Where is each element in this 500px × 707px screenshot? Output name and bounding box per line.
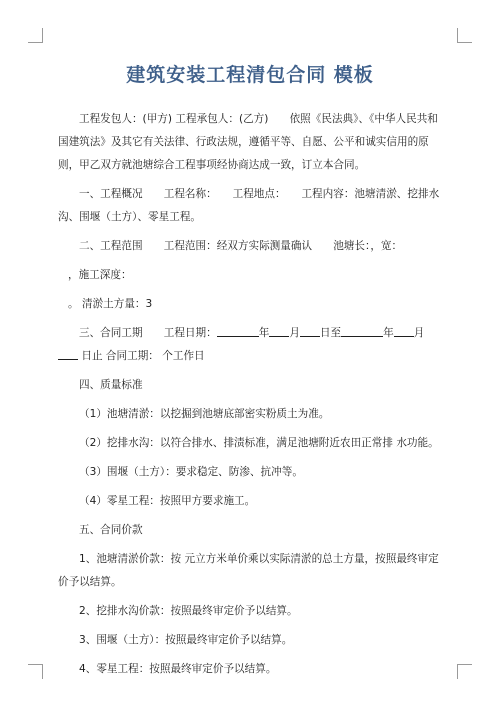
blank-end-year: [341, 324, 383, 337]
price-item-2: 2、挖排水沟价款：按照最终审定价予以结算。: [79, 605, 298, 617]
paragraph-depth: ，施工深度：: [68, 269, 132, 281]
paragraph-contract-period: [58, 322, 442, 368]
blank-start-day: [300, 324, 320, 337]
section-contract-price: 五、合同价款: [79, 524, 143, 536]
crop-mark-bottom-right: [457, 664, 472, 679]
quality-item-2: （2）挖排水沟：以符合排水、排渍标准，满足池塘附近农田正常排 水功能。: [79, 437, 439, 449]
section-quality-standard: 四、质量标准: [79, 379, 143, 391]
month-label-2: 月: [413, 327, 425, 339]
crop-mark-top-right: [457, 28, 472, 43]
paragraph-project-overview: 一、工程概况 工程名称： 工程地点： 工程内容：池塘清淤、挖排水沟、围堰（土方）、零星工程。: [58, 188, 440, 223]
document-title: 建筑安装工程清包合同 模板: [126, 64, 374, 86]
blank-start-year: [217, 324, 259, 337]
blank-end-day: [58, 347, 78, 360]
year-label-1: 年: [258, 327, 270, 339]
quality-item-1: （1）池塘清淤：以挖掘到池塘底部密实粉质土为准。: [79, 408, 330, 420]
paragraph-earthwork-volume: 。 清淤土方量：3: [68, 298, 153, 310]
crop-mark-top-left: [28, 28, 43, 43]
document-body: [58, 108, 442, 687]
price-item-3: 3、围堰（土方）：按照最终审定价予以结算。: [79, 634, 293, 646]
price-item-4: 4、零星工程：按照最终审定价予以结算。: [79, 663, 277, 675]
quality-item-4: （4）零星工程：按照甲方要求施工。: [79, 495, 256, 507]
day-to-label: 日至: [319, 327, 342, 339]
contract-period-label: 三、合同工期 工程日期：: [79, 327, 217, 339]
crop-mark-bottom-left: [28, 664, 43, 679]
paragraph-project-scope: 二、工程范围 工程范围：经双方实际测量确认 池塘长：，宽：: [79, 240, 403, 252]
year-label-2: 年: [383, 327, 394, 339]
month-label-1: 月: [289, 327, 300, 339]
paragraph-parties: 工程发包人：(甲方) 工程承包人：(乙方) 依照《民法典》、《中华人民共和国建筑法》及其它有关法律、行政法规，遵循平等、自愿、公平和诚实信用的原则，甲乙双方就池塘综合工程事项经协商达成一致，订立本合同。: [58, 113, 438, 171]
quality-item-3: （3）围堰（土方）：要求稳定、防渗、抗冲等。: [79, 466, 303, 478]
blank-end-month: [394, 324, 414, 337]
price-item-1: 1、池塘清淤价款：按 元立方米单价乘以实际清淤的总土方量，按照最终审定价予以结算。: [58, 553, 439, 588]
contract-period-end: 日止 合同工期： 个工作日: [81, 350, 205, 362]
blank-start-month: [269, 324, 289, 337]
